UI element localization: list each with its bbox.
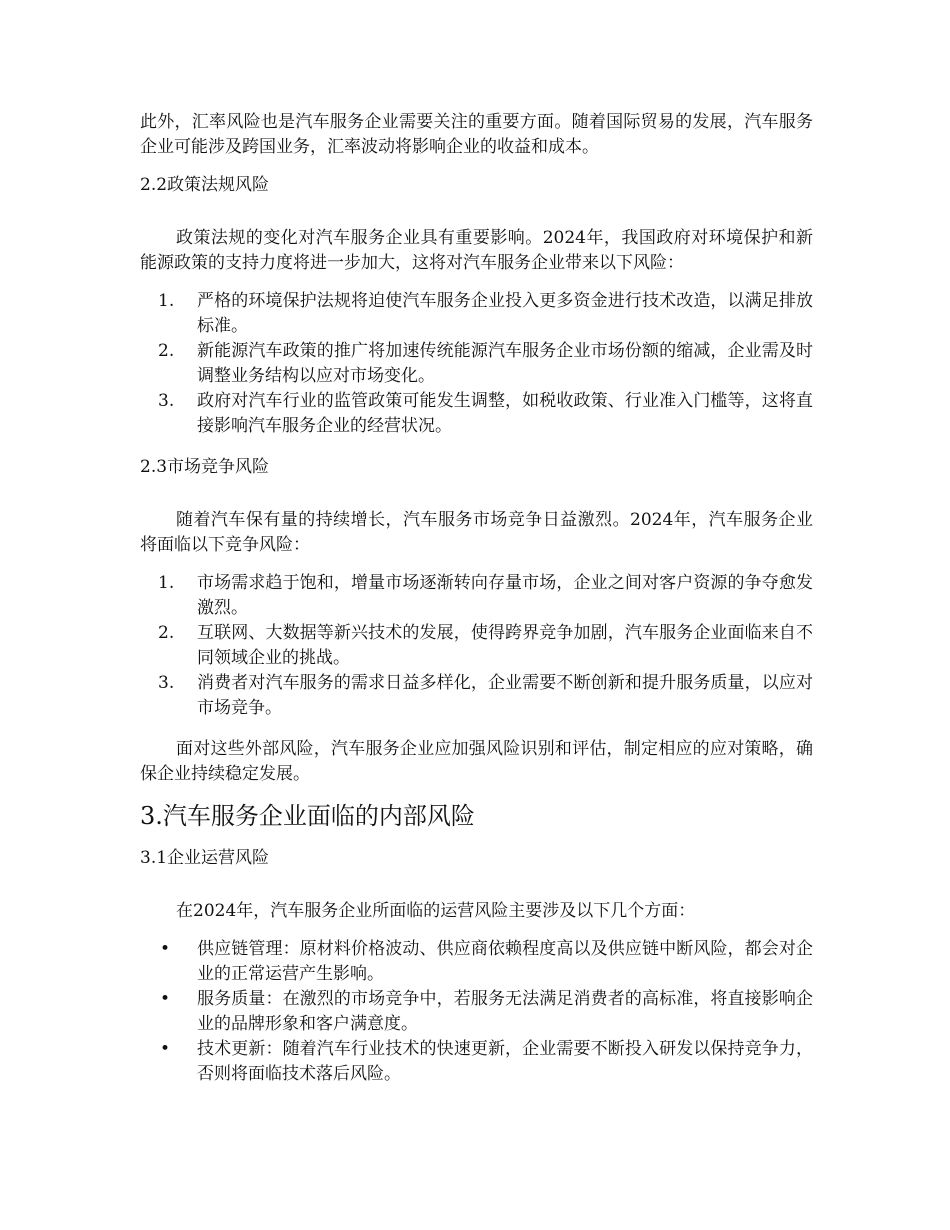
section-2-3-closing-paragraph: 面对这些外部风险，汽车服务企业应加强风险识别和评估，制定相应的应对策略，确保企业持续稳定发展。	[140, 739, 813, 784]
list-item-text: 互联网、大数据等新兴技术的发展，使得跨界竞争加剧，汽车服务企业面临来自不同领域企业的挑战。	[197, 623, 813, 668]
list-item-text: 新能源汽车政策的推广将加速传统能源汽车服务企业市场份额的缩减，企业需及时调整业务结构以应对市场变化。	[197, 341, 813, 386]
section-3-heading: 3.汽车服务企业面临的内部风险	[140, 802, 475, 830]
operations-risk-list	[140, 937, 813, 1087]
list-marker: 3.	[158, 391, 175, 411]
list-item	[140, 571, 813, 621]
list-item-text: 消费者对汽车服务的需求日益多样化，企业需要不断创新和提升服务质量，以应对市场竞争。	[197, 673, 813, 718]
list-marker: 2.	[158, 623, 175, 643]
list-item	[140, 987, 813, 1037]
competition-risk-list	[140, 571, 813, 721]
section-2-2-heading: 2.2政策法规风险	[140, 175, 270, 195]
list-marker: 1.	[158, 573, 175, 593]
list-item	[140, 621, 813, 671]
bullet-marker: •	[160, 939, 171, 959]
list-marker: 2.	[158, 341, 175, 361]
policy-risk-list	[140, 289, 813, 439]
list-item-text: 技术更新：随着汽车行业技术的快速更新，企业需要不断投入研发以保持竞争力，否则将面临技术落后风险。	[197, 1039, 813, 1084]
list-item-text: 严格的环境保护法规将迫使汽车服务企业投入更多资金进行技术改造，以满足排放标准。	[197, 291, 813, 336]
section-2-3-paragraph: 随着汽车保有量的持续增长，汽车服务市场竞争日益激烈。2024年，汽车服务企业将面临以下竞争风险：	[140, 510, 813, 555]
list-marker: 3.	[158, 673, 175, 693]
section-2-3-heading: 2.3市场竞争风险	[140, 457, 270, 477]
document-body	[140, 110, 813, 1103]
intro-paragraph: 此外，汇率风险也是汽车服务企业需要关注的重要方面。随着国际贸易的发展，汽车服务企业可能涉及跨国业务，汇率波动将影响企业的收益和成本。	[140, 112, 813, 157]
list-item	[140, 289, 813, 339]
bullet-marker: •	[160, 1039, 171, 1059]
section-2-2-paragraph: 政策法规的变化对汽车服务企业具有重要影响。2024年，我国政府对环境保护和新能源政策的支持力度将进一步加大，这将对汽车服务企业带来以下风险：	[140, 228, 813, 273]
list-item-text: 服务质量：在激烈的市场竞争中，若服务无法满足消费者的高标准，将直接影响企业的品牌形象和客户满意度。	[197, 989, 813, 1034]
list-item-text: 供应链管理：原材料价格波动、供应商依赖程度高以及供应链中断风险，都会对企业的正常运营产生影响。	[197, 939, 813, 984]
list-item	[140, 1037, 813, 1087]
list-item	[140, 339, 813, 389]
section-3-1-paragraph: 在2024年，汽车服务企业所面临的运营风险主要涉及以下几个方面：	[176, 901, 696, 921]
list-item	[140, 389, 813, 439]
list-item	[140, 937, 813, 987]
list-item	[140, 671, 813, 721]
list-item-text: 市场需求趋于饱和，增量市场逐渐转向存量市场，企业之间对客户资源的争夺愈发激烈。	[197, 573, 813, 618]
list-marker: 1.	[158, 291, 175, 311]
list-item-text: 政府对汽车行业的监管政策可能发生调整，如税收政策、行业准入门槛等，这将直接影响汽车服务企业的经营状况。	[197, 391, 813, 436]
section-3-1-heading: 3.1企业运营风险	[140, 848, 270, 868]
bullet-marker: •	[160, 989, 171, 1009]
